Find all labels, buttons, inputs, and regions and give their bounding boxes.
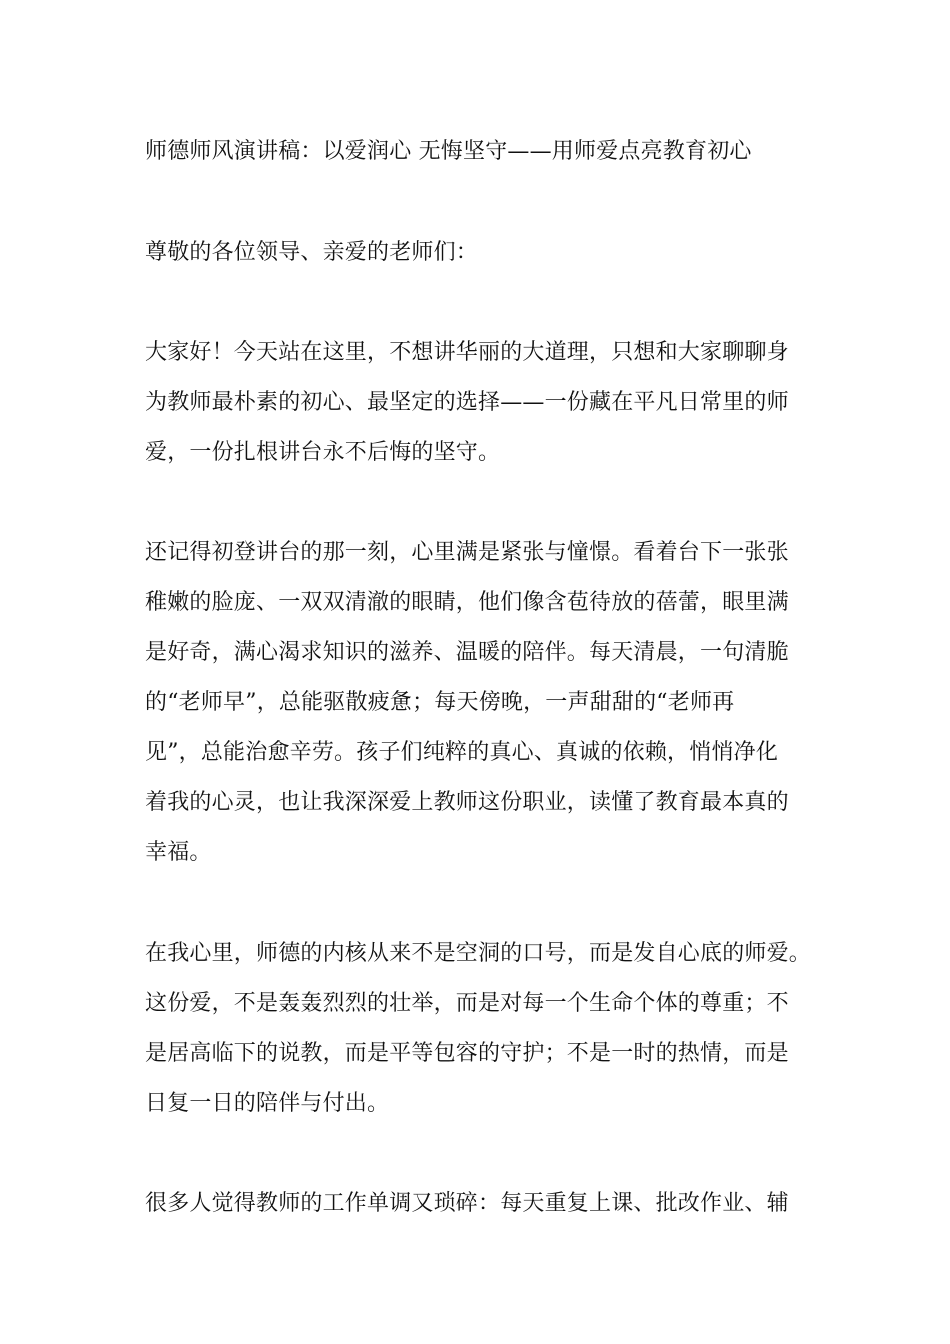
paragraph-line: 见”，总能治愈辛劳。孩子们纯粹的真心、真诚的依赖，悄悄净化 bbox=[145, 740, 779, 765]
paragraph-line: 是好奇，满心渴求知识的滋养、温暖的陪伴。每天清晨，一句清脆 bbox=[145, 640, 789, 665]
paragraph-line: 大家好！今天站在这里，不想讲华丽的大道理，只想和大家聊聊身 bbox=[145, 340, 789, 365]
salutation: 尊敬的各位领导、亲爱的老师们： bbox=[145, 240, 479, 265]
paragraph-line: 是居高临下的说教，而是平等包容的守护；不是一时的热情，而是 bbox=[145, 1041, 789, 1066]
paragraph-line: 很多人觉得教师的工作单调又琐碎：每天重复上课、批改作业、辅 bbox=[145, 1191, 789, 1216]
paragraph-line: 为教师最朴素的初心、最坚定的选择——一份藏在平凡日常里的师 bbox=[145, 390, 789, 415]
document-title: 师德师风演讲稿：以爱润心 无悔坚守——用师爱点亮教育初心 bbox=[145, 139, 752, 164]
paragraph-line: 幸福。 bbox=[145, 840, 212, 865]
paragraph-line: 这份爱，不是轰轰烈烈的壮举，而是对每一个生命个体的尊重；不 bbox=[145, 991, 789, 1016]
paragraph-line: 稚嫩的脸庞、一双双清澈的眼睛，他们像含苞待放的蓓蕾，眼里满 bbox=[145, 590, 789, 615]
paragraph-line: 日复一日的陪伴与付出。 bbox=[145, 1091, 390, 1116]
paragraph-line: 着我的心灵，也让我深深爱上教师这份职业，读懂了教育最本真的 bbox=[145, 790, 789, 815]
paragraph-line: 的“老师早”，总能驱散疲惫；每天傍晚，一声甜甜的“老师再 bbox=[145, 690, 735, 715]
paragraph-line: 还记得初登讲台的那一刻，心里满是紧张与憧憬。看着台下一张张 bbox=[145, 540, 789, 565]
paragraph-line: 在我心里，师德的内核从来不是空洞的口号，而是发自心底的师爱。 bbox=[145, 941, 812, 966]
paragraph-line: 爱，一份扎根讲台永不后悔的坚守。 bbox=[145, 440, 501, 465]
